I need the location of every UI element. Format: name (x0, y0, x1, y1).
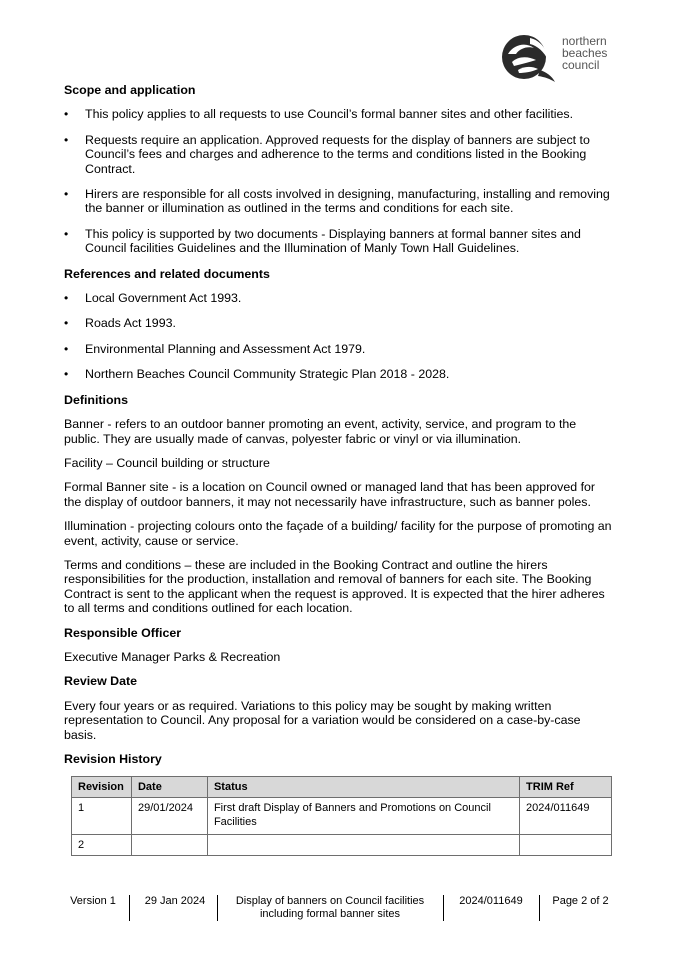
table-cell (131, 835, 207, 856)
definition-banner: Banner - refers to an outdoor banner promoting an event, activity, service, and program to the public. They are usually made of canvas, polyester fabric or vinyl or via illumination. (64, 417, 577, 446)
table-cell (207, 835, 519, 856)
list-item: • Local Government Act 1993. (64, 291, 612, 305)
revision-heading: Revision History (64, 752, 162, 766)
footer-divider (443, 895, 444, 921)
footer-doc-title: Display of banners on Council facilities including formal banner sites (235, 895, 425, 920)
review-heading: Review Date (64, 674, 138, 689)
column-header: TRIM Ref (520, 777, 612, 798)
logo-line-1: northern (562, 34, 607, 48)
logo-line-3: council (562, 58, 600, 72)
council-logo (500, 32, 620, 84)
column-header: Status (207, 777, 519, 798)
table-cell (520, 835, 612, 856)
definition-illumination: Illumination - projecting colours onto the façade of a building/ facility for the purpose of promoting an event, activity, cause or service. (64, 519, 612, 548)
table-header-row (72, 777, 612, 798)
references-heading: References and related documents (64, 266, 270, 281)
list-item: • This policy applies to all requests to use Council’s formal banner sites and other facilities. (64, 107, 612, 121)
column-header: Revision (72, 777, 132, 798)
footer-divider (539, 895, 540, 921)
scope-heading: Scope and application (64, 83, 196, 97)
footer-divider (217, 895, 218, 921)
table-row (72, 798, 612, 835)
list-item: • Environmental Planning and Assessment Act 1979. (64, 342, 612, 356)
table-row (72, 835, 612, 856)
table-cell: 2 (72, 835, 132, 856)
footer-divider (129, 895, 130, 921)
revision-table (71, 776, 612, 856)
logo-wordmark (562, 35, 607, 71)
list-item: • Northern Beaches Council Community Strategic Plan 2018 - 2028. (64, 367, 612, 381)
column-header: Date (131, 777, 207, 798)
officer-heading: Responsible Officer (64, 625, 182, 640)
scope-list (64, 107, 612, 255)
table-cell: First draft Display of Banners and Promotions on Council Facilities (207, 798, 519, 835)
council-emblem-icon (500, 32, 556, 84)
table-cell: 1 (72, 798, 132, 835)
logo-line-2: beaches (562, 46, 608, 60)
footer-page-number: Page 2 of 2 (552, 895, 609, 907)
page-footer (62, 895, 617, 923)
definition-facility: Facility – Council building or structure (64, 455, 270, 470)
list-item: • Hirers are responsible for all costs involved in designing, manufacturing, installing and removing the banner or illumination as outlined in the terms and conditions for each site. (64, 187, 612, 216)
document-body (64, 83, 612, 856)
definitions-heading: Definitions (64, 392, 129, 407)
footer-version: Version 1 (70, 895, 116, 907)
list-item: • Requests require an application. Approved requests for the display of banners are subject to Council’s fees and charges and adherence to the terms and conditions listed in the Booking Contract. (64, 133, 612, 176)
footer-date: 29 Jan 2024 (144, 895, 206, 907)
table-cell: 2024/011649 (520, 798, 612, 835)
definition-terms: Terms and conditions – these are included in the Booking Contract and outline the hirers responsibilities for the production, installation and removal of banners for each site. The Booking Contract is sent to the applicant when the request is approved. It is expected that the hirer adheres to all terms and conditions outlined for each location. (64, 557, 605, 616)
review-text: Every four years or as required. Variations to this policy may be sought by making written representation to Council. Any proposal for a variation would be considered on a case-by-case basis. (64, 698, 581, 742)
officer-text: Executive Manager Parks & Recreation (64, 649, 281, 664)
list-item: • This policy is supported by two documents - Displaying banners at formal banner sites and Council facilities Guidelines and the Illumination of Manly Town Hall Guidelines. (64, 227, 612, 256)
definition-formal-banner-site: Formal Banner site - is a location on Council owned or managed land that has been approved for the display of outdoor banners, it may not necessarily have infrastructure, such as banner poles. (64, 480, 596, 509)
table-cell: 29/01/2024 (131, 798, 207, 835)
list-item: • Roads Act 1993. (64, 316, 612, 330)
references-list (64, 291, 612, 382)
footer-trim-ref: 2024/011649 (459, 895, 523, 907)
